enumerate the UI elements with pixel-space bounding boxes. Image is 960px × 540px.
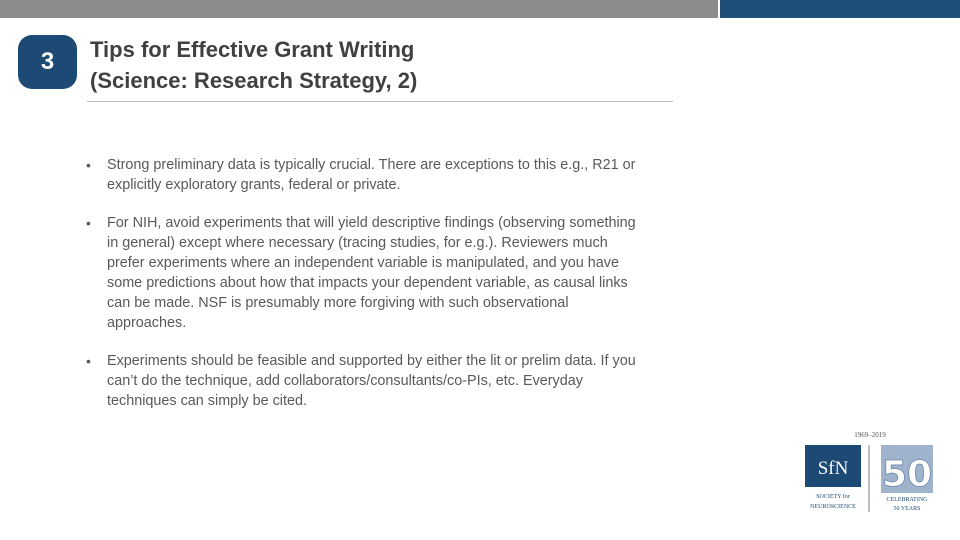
top-bar-gray <box>0 0 718 18</box>
bullet-text: Strong preliminary data is typically crucial. There are exceptions to this e.g., R21 or explicitly exploratory grants, federal or private. <box>107 157 636 193</box>
bullet-item <box>86 155 646 195</box>
bullet-list <box>86 155 646 411</box>
sfn-50-anniversary-logo <box>800 428 940 518</box>
slide-title-line-1: Tips for Effective Grant Writing <box>90 37 415 62</box>
bullet-marker: • <box>86 215 91 231</box>
logo-org-line-1: SOCIETY for <box>816 494 850 500</box>
title-divider <box>87 101 673 102</box>
bullet-text: For NIH, avoid experiments that will yield descriptive findings (observing something in general) except where necessary (tracing studies, for e.g.). Reviewers much prefer experiments where an independent variable is manipulated, and you have some predictions about how that impacts your dependent variable, as causal links can be made. NSF is presumably more forgiving with such observational approaches. <box>107 215 636 331</box>
sfn-monogram: SfN <box>817 458 849 479</box>
slide-title-line-2: (Science: Research Strategy, 2) <box>90 68 418 93</box>
top-bar-blue <box>720 0 960 18</box>
logo-years: 1969–2019 <box>854 431 886 439</box>
slide-title <box>90 34 417 96</box>
bullet-text: Experiments should be feasible and supported by either the lit or prelim data. If you can’t do the technique, add collaborators/consultants/co-PIs, etc. Everyday techniques can simply be cited. <box>107 353 636 409</box>
bullet-item <box>86 213 646 333</box>
fifty-number: 50 <box>881 454 933 495</box>
bullet-item <box>86 351 646 411</box>
slide-number-badge: 3 <box>18 35 77 89</box>
bullet-marker: • <box>86 353 91 369</box>
logo-years-caption: 50 YEARS <box>893 506 921 512</box>
logo-org-line-2: NEUROSCIENCE <box>810 504 856 510</box>
logo-celebrating: CELEBRATING <box>886 497 928 503</box>
bullet-marker: • <box>86 157 91 173</box>
